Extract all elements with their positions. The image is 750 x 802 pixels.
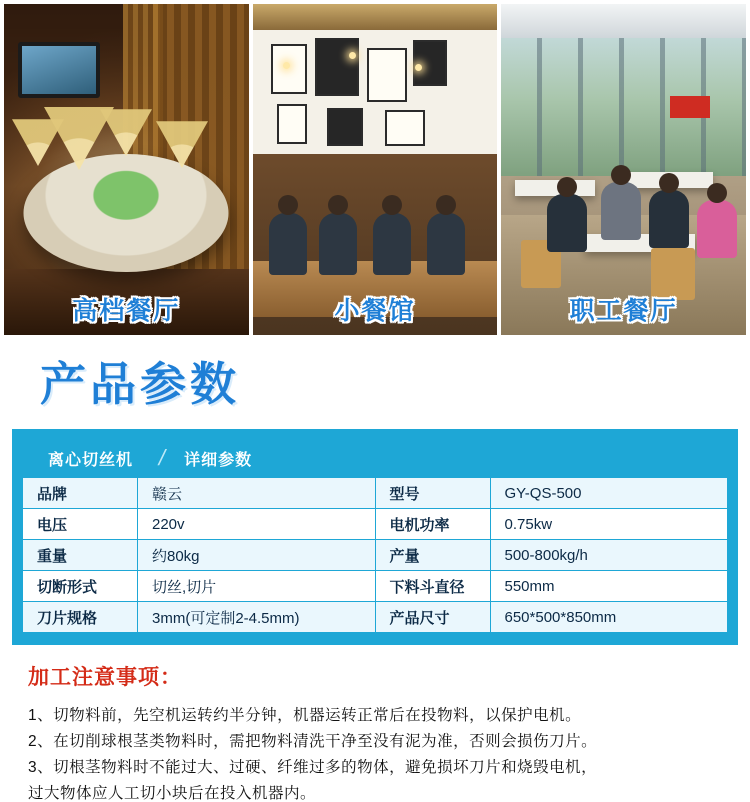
diner-figure bbox=[373, 213, 411, 275]
spec-key: 切断形式 bbox=[23, 571, 138, 602]
tv-screen-icon bbox=[18, 42, 100, 98]
head-shape bbox=[659, 173, 679, 193]
wall-poster bbox=[385, 110, 425, 146]
spec-key: 产量 bbox=[375, 540, 490, 571]
spec-header-right: 详细参数 bbox=[184, 451, 253, 469]
head-shape bbox=[436, 195, 456, 215]
spec-value: 550mm bbox=[490, 571, 728, 602]
small-restaurant-photo bbox=[253, 4, 498, 335]
notes-title: 加工注意事项： bbox=[28, 666, 182, 689]
spec-key: 型号 bbox=[375, 478, 490, 509]
photo-strip bbox=[0, 0, 750, 335]
string-light-icon bbox=[415, 64, 422, 71]
spec-value: 切丝,切片 bbox=[138, 571, 376, 602]
red-sign bbox=[670, 96, 710, 118]
wall-poster bbox=[277, 104, 307, 144]
diner-figure bbox=[697, 200, 737, 258]
note-item: 1、切物料前，先空机运转约半分钟，机器运转正常后在投物料，以保护电机。 bbox=[28, 707, 582, 724]
head-shape bbox=[382, 195, 402, 215]
spec-header-divider: / bbox=[156, 445, 169, 470]
spec-key: 产品尺寸 bbox=[375, 602, 490, 633]
photo-caption: 高档餐厅 bbox=[72, 297, 181, 325]
spec-panel bbox=[12, 429, 738, 645]
table-row bbox=[23, 602, 728, 633]
spec-key: 重量 bbox=[23, 540, 138, 571]
string-light-icon bbox=[283, 62, 290, 69]
spec-table bbox=[22, 477, 728, 633]
head-shape bbox=[707, 183, 727, 203]
canteen-table bbox=[515, 180, 595, 196]
diner-figure bbox=[319, 213, 357, 275]
note-item: 3、切根茎物料时不能过大、过硬、纤维过多的物体，避免损坏刀片和烧毁电机， bbox=[28, 759, 598, 776]
head-shape bbox=[278, 195, 298, 215]
spec-value: 3mm(可定制2-4.5mm) bbox=[138, 602, 376, 633]
table-row bbox=[23, 509, 728, 540]
wall-poster bbox=[271, 44, 307, 94]
photo-caption: 职工餐厅 bbox=[569, 297, 678, 325]
ceiling-panel bbox=[501, 4, 746, 38]
spec-panel-header bbox=[22, 439, 728, 477]
spec-value: GY-QS-500 bbox=[490, 478, 728, 509]
diner-figure bbox=[649, 190, 689, 248]
diner-figure bbox=[269, 213, 307, 275]
spec-value: 220v bbox=[138, 509, 376, 540]
head-shape bbox=[611, 165, 631, 185]
wall-poster bbox=[367, 48, 407, 102]
spec-value: 0.75kw bbox=[490, 509, 728, 540]
diner-figure bbox=[547, 194, 587, 252]
table-row bbox=[23, 571, 728, 602]
upscale-restaurant-photo bbox=[4, 4, 249, 335]
section-title: 产品参数 bbox=[40, 358, 240, 410]
round-banquet-table bbox=[24, 154, 229, 272]
note-item-continuation: 过大物体应人工切小块后在投入机器内。 bbox=[28, 785, 317, 802]
wall-poster bbox=[315, 38, 359, 96]
string-light-icon bbox=[349, 52, 356, 59]
note-item: 2、在切削球根茎类物料时，需把物料清洗干净至没有泥为准，否则会损伤刀片。 bbox=[28, 733, 598, 750]
spec-key: 电压 bbox=[23, 509, 138, 540]
staff-canteen-photo bbox=[501, 4, 746, 335]
spec-key: 电机功率 bbox=[375, 509, 490, 540]
head-shape bbox=[328, 195, 348, 215]
spec-value: 约80kg bbox=[138, 540, 376, 571]
wall-poster bbox=[327, 108, 363, 146]
table-row bbox=[23, 540, 728, 571]
spec-value: 650*500*850mm bbox=[490, 602, 728, 633]
head-shape bbox=[557, 177, 577, 197]
diner-figure bbox=[427, 213, 465, 275]
spec-key: 下料斗直径 bbox=[375, 571, 490, 602]
ceiling-beam bbox=[253, 4, 498, 30]
spec-key: 品牌 bbox=[23, 478, 138, 509]
spec-value: 赣云 bbox=[138, 478, 376, 509]
table-row bbox=[23, 478, 728, 509]
wall-poster bbox=[413, 40, 447, 86]
diner-figure bbox=[601, 182, 641, 240]
spec-value: 500-800kg/h bbox=[490, 540, 728, 571]
spec-key: 刀片规格 bbox=[23, 602, 138, 633]
photo-caption: 小餐馆 bbox=[334, 297, 416, 325]
processing-notes bbox=[28, 661, 750, 802]
spec-header-left: 离心切丝机 bbox=[48, 451, 134, 469]
